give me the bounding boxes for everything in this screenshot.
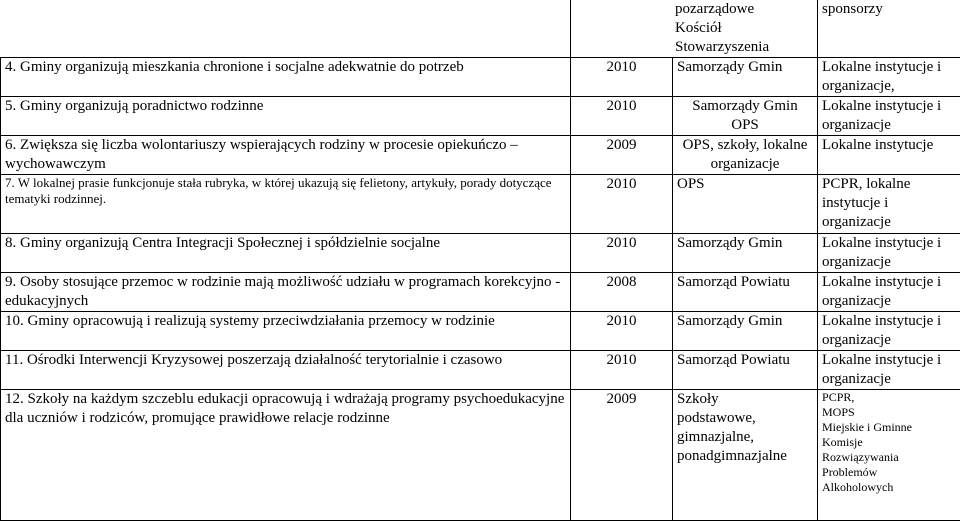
row-number: 12.: [5, 391, 24, 407]
row-task: Zwiększa się liczba wolontariuszy wspierających rodziny w procesie opiekuńczo – wychowawczym: [5, 137, 518, 172]
row-executor: Samorząd Powiatu: [677, 274, 790, 290]
row-partners: PCPR, MOPS Miejskie i Gminne Komisje Rozwiązywania Problemów Alkoholowych: [822, 390, 912, 494]
table-row: [1, 390, 960, 521]
table-row: [1, 234, 960, 273]
row-partners: PCPR, lokalne instytucje i organizacje: [822, 176, 910, 230]
row-number: 10.: [5, 313, 24, 329]
row-year: 2010: [607, 313, 637, 329]
row-partners: Lokalne instytucje i organizacje: [822, 235, 941, 270]
row-executor: Samorządy Gmin: [677, 59, 782, 75]
row-executor: Samorząd Powiatu: [677, 352, 790, 368]
table-row: [1, 351, 960, 390]
row-task: Gminy organizują mieszkania chronione i socjalne adekwatnie do potrzeb: [20, 59, 464, 75]
table-row: [1, 58, 960, 97]
table-row: [1, 273, 960, 312]
row-year: 2008: [607, 274, 637, 290]
row-partners: Lokalne instytucje i organizacje: [822, 352, 941, 387]
row-partners: Lokalne instytucje: [822, 137, 933, 153]
row-number: 9.: [5, 274, 16, 290]
row-number: 7.: [5, 175, 15, 190]
row-year: 2009: [607, 137, 637, 153]
row-task: W lokalnej prasie funkcjonuje stała rubryka, w której ukazują się felietony, artykuły, porady dotyczące tematyki rodzinnej.: [5, 175, 552, 206]
row-executor: OPS: [677, 176, 705, 192]
row-executor: Samorządy Gmin: [677, 235, 782, 251]
partner-label: sponsorzy: [822, 1, 883, 17]
row-number: 4.: [5, 59, 16, 75]
row-year: 2010: [607, 176, 637, 192]
row-partners: Lokalne instytucje i organizacje: [822, 313, 941, 348]
table-row-header-continuation: [1, 0, 960, 58]
table-row: [1, 97, 960, 136]
row-task: Gminy opracowują i realizują systemy przeciwdziałania przemocy w rodzinie: [28, 313, 495, 329]
row-partners: Lokalne instytucje i organizacje: [822, 274, 941, 309]
row-executor: OPS, szkoły, lokalne organizacje: [683, 137, 808, 172]
table-row: [1, 136, 960, 175]
row-year: 2010: [607, 352, 637, 368]
table-row: [1, 312, 960, 351]
row-executor: Samorządy Gmin OPS: [692, 98, 797, 133]
row-number: 5.: [5, 98, 16, 114]
table-row: [1, 175, 960, 234]
row-number: 11.: [5, 352, 23, 368]
row-partners: Lokalne instytucje i organizacje,: [822, 59, 941, 94]
row-year: 2010: [607, 235, 637, 251]
row-task: Ośrodki Interwencji Kryzysowej poszerzają działalność terytorialnie i czasowo: [27, 352, 502, 368]
row-task: Szkoły na każdym szczeblu edukacji opracowują i wdrażają programy psychoedukacyjne dla uczniów i rodziców, promujące prawidłowe relacje rodzinne: [5, 391, 564, 426]
row-year: 2009: [607, 391, 637, 407]
row-partners: Lokalne instytucje i organizacje: [822, 98, 941, 133]
row-task: Gminy organizują Centra Integracji Społecznej i spółdzielnie socjalne: [20, 235, 440, 251]
row-task: Gminy organizują poradnictwo rodzinne: [20, 98, 263, 114]
carrier-list: pozarządowe Kościół Stowarzyszenia: [675, 1, 769, 55]
row-year: 2010: [607, 59, 637, 75]
row-year: 2010: [607, 98, 637, 114]
row-executor: Samorządy Gmin: [677, 313, 782, 329]
row-task: Osoby stosujące przemoc w rodzinie mają możliwość udziału w programach korekcyjno - edukacyjnych: [5, 274, 560, 309]
row-number: 8.: [5, 235, 16, 251]
row-executor: Szkoły podstawowe, gimnazjalne, ponadgimnazjalne: [677, 391, 787, 464]
row-number: 6.: [5, 137, 16, 153]
